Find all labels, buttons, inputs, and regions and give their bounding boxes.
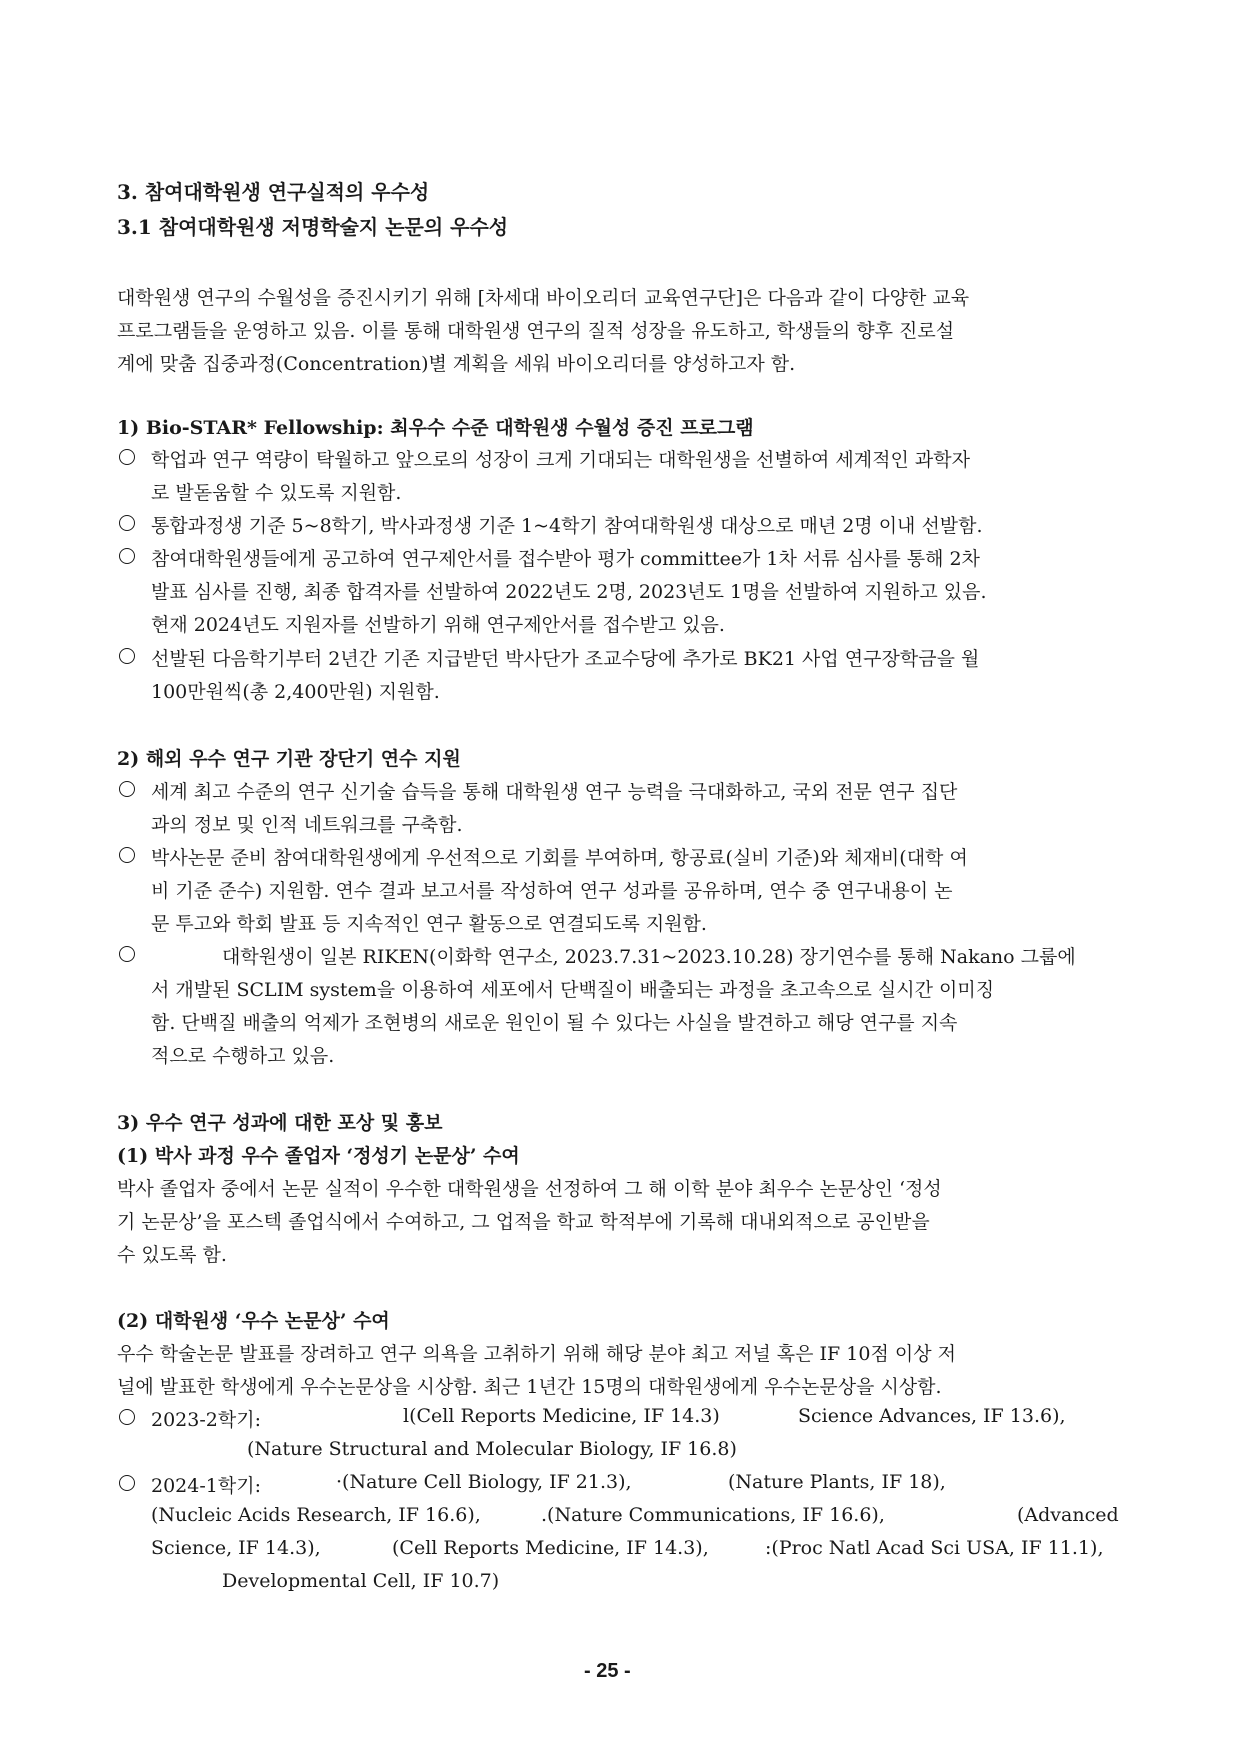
bullet-circle-icon (119, 781, 135, 797)
s1-line-1: 학업과 연구 역량이 탁월하고 앞으로의 성장이 크게 기대되는 대학원생을 선별하여 세계적인 과학자 (151, 449, 970, 471)
s2-line-8: 함. 단백질 배출의 억제가 조현병의 새로운 원인이 될 수 있다는 사실을 발견하고 해당 연구를 지속 (151, 1012, 958, 1034)
intro-line-3: 계에 맞춤 집중과정(Concentration)별 계획을 세워 바이오리더를 양성하고자 함. (117, 353, 796, 375)
s2-line-7: 서 개발된 SCLIM system을 이용하여 세포에서 단백질이 배출되는 과정을 초고속으로 실시간 이미징 (151, 979, 995, 1001)
bullet-circle-icon (119, 449, 135, 465)
s1-line-7: 선발된 다음학기부터 2년간 기존 지급받던 박사단가 조교수당에 추가로 BK21 사업 연구장학금을 월 (151, 648, 980, 670)
award-2024-1-entry-3: (Nucleic Acids Research, IF 16.6), (151, 1504, 481, 1526)
bullet-circle-icon (119, 1409, 135, 1425)
s2-line-9: 적으로 수행하고 있음. (151, 1045, 335, 1067)
bullet-circle-icon (119, 847, 135, 863)
award-2024-1-entry-7: (Cell Reports Medicine, IF 14.3), (392, 1537, 709, 1559)
award-2024-1-entry-2: (Nature Plants, IF 18), (728, 1471, 946, 1493)
s2-line-1: 세계 최고 수준의 연구 신기술 습득을 통해 대학원생 연구 능력을 극대화하고, 국외 전문 연구 집단 (151, 781, 958, 803)
heading-section-3-1: 3.1 참여대학원생 저명학술지 논문의 우수성 (117, 215, 509, 239)
section-3-sub1-title: (1) 박사 과정 우수 졸업자 ‘정성기 논문상’ 수여 (117, 1145, 520, 1167)
award-2023-2-entry-3: (Nature Structural and Molecular Biology, IF 16.8) (247, 1438, 737, 1460)
award-2024-1-entry-1: ·(Nature Cell Biology, IF 21.3), (336, 1471, 632, 1493)
s1-line-6: 현재 2024년도 지원자를 선발하기 위해 연구제안서를 접수받고 있음. (151, 614, 725, 636)
bullet-circle-icon (119, 515, 135, 531)
s3-sub2-line-1: 우수 학술논문 발표를 장려하고 연구 의욕을 고취하기 위해 해당 분야 최고 저널 혹은 IF 10점 이상 저 (117, 1343, 956, 1365)
s2-line-2: 과의 정보 및 인적 네트워크를 구축함. (151, 814, 463, 836)
section-3-title: 3) 우수 연구 성과에 대한 포상 및 홍보 (117, 1112, 443, 1134)
s2-line-3: 박사논문 준비 참여대학원생에게 우선적으로 기회를 부여하며, 항공료(실비 기준)와 체재비(대학 여 (151, 847, 968, 869)
award-2024-1-entry-4: .(Nature Communications, IF 16.6), (541, 1504, 885, 1526)
award-2024-1-entry-9: Developmental Cell, IF 10.7) (222, 1570, 500, 1592)
s1-line-8: 100만원씩(총 2,400만원) 지원함. (151, 681, 440, 703)
s2-line-5: 문 투고와 학회 발표 등 지속적인 연구 활동으로 연결되도록 지원함. (151, 913, 707, 935)
bullet-circle-icon (119, 548, 135, 564)
page-number: - 25 - (584, 1660, 631, 1682)
bullet-circle-icon (119, 1475, 135, 1491)
s3-sub2-line-2: 널에 발표한 학생에게 우수논문상을 시상함. 최근 1년간 15명의 대학원생에게 우수논문상을 시상함. (117, 1376, 942, 1398)
award-2024-1-entry-5: (Advanced (1017, 1504, 1119, 1526)
award-2023-2-label: 2023-2학기: (151, 1409, 261, 1431)
s3-sub1-line-1: 박사 졸업자 중에서 논문 실적이 우수한 대학원생을 선정하여 그 해 이학 분야 최우수 논문상인 ‘정성 (117, 1178, 942, 1200)
heading-section-3: 3. 참여대학원생 연구실적의 우수성 (117, 180, 430, 204)
award-2024-1-label: 2024-1학기: (151, 1475, 261, 1497)
section-3-sub2-title: (2) 대학원생 ‘우수 논문상’ 수여 (117, 1310, 390, 1332)
s1-line-3: 통합과정생 기준 5~8학기, 박사과정생 기준 1~4학기 참여대학원생 대상으로 매년 2명 이내 선발함. (151, 515, 983, 537)
award-2024-1-entry-6: Science, IF 14.3), (151, 1537, 321, 1559)
intro-line-1: 대학원생 연구의 수월성을 증진시키기 위해 [차세대 바이오리더 교육연구단]은 다음과 같이 다양한 교육 (117, 287, 970, 309)
award-2023-2-entry-1: l(Cell Reports Medicine, IF 14.3) (403, 1405, 720, 1427)
s1-line-4: 참여대학원생들에게 공고하여 연구제안서를 접수받아 평가 committee가 1차 서류 심사를 통해 2차 (151, 548, 980, 570)
bullet-circle-icon (119, 946, 135, 962)
award-2024-1-entry-8: :(Proc Natl Acad Sci USA, IF 11.1), (765, 1537, 1104, 1559)
bullet-circle-icon (119, 648, 135, 664)
s2-line-6: 대학원생이 일본 RIKEN(이화학 연구소, 2023.7.31~2023.10.28) 장기연수를 통해 Nakano 그룹에 (222, 946, 1076, 968)
section-1-title: 1) Bio-STAR* Fellowship: 최우수 수준 대학원생 수월성 증진 프로그램 (117, 417, 754, 439)
s2-line-4: 비 기준 준수) 지원함. 연수 결과 보고서를 작성하여 연구 성과를 공유하며, 연수 중 연구내용이 논 (151, 880, 953, 902)
section-2-title: 2) 해외 우수 연구 기관 장단기 연수 지원 (117, 748, 461, 770)
s1-line-5: 발표 심사를 진행, 최종 합격자를 선발하여 2022년도 2명, 2023년도 1명을 선발하여 지원하고 있음. (151, 581, 987, 603)
s1-line-2: 로 발돋움할 수 있도록 지원함. (151, 482, 402, 504)
s3-sub1-line-3: 수 있도록 함. (117, 1244, 227, 1266)
award-2023-2-entry-2: Science Advances, IF 13.6), (798, 1405, 1066, 1427)
s3-sub1-line-2: 기 논문상’을 포스텍 졸업식에서 수여하고, 그 업적을 학교 학적부에 기록해 대내외적으로 공인받을 (117, 1211, 930, 1233)
intro-line-2: 프로그램들을 운영하고 있음. 이를 통해 대학원생 연구의 질적 성장을 유도하고, 학생들의 향후 진로설 (117, 320, 955, 342)
